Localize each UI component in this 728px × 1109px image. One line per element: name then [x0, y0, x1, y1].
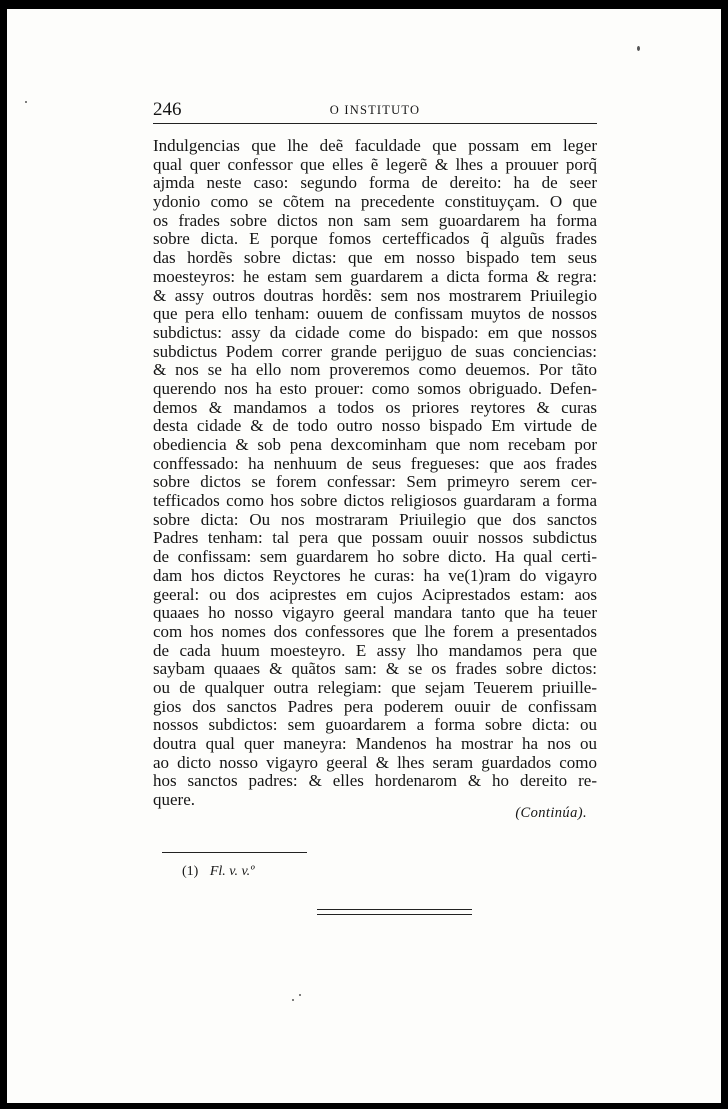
- text-line: Padres tenham: tal pera que possam ouuir nossos subdictus: [153, 528, 597, 548]
- text-line: que pera ello tenham: ouuem de confissam muytos de nossos: [153, 304, 597, 324]
- footnote-marker: (1): [182, 864, 199, 879]
- print-speck: [25, 101, 27, 103]
- text-line: gios dos sanctos Padres pera poderem ouuir de confissam: [153, 696, 597, 716]
- text-line: ao dicto nosso vigayro geeral & lhes seram guardados como: [153, 752, 597, 772]
- text-line: hos sanctos padres: & elles hordenarom & ho dereito re-: [153, 771, 597, 791]
- continued-note: (Continúa).: [515, 805, 587, 821]
- text-line: ydonio como se cõtem na precedente constituyçam. O que: [153, 192, 597, 212]
- footnote-citation: Fl. v. v.º: [209, 864, 255, 879]
- text-line: demos & mandamos a todos os priores reytores & curas: [153, 397, 597, 417]
- text-line: obediencia & sob pena dexcominham que nom recebam por: [153, 435, 597, 454]
- text-line: nossos subdictos: sem guoardarem a forma sobre dicta: ou: [153, 715, 597, 735]
- text-line: tefficados como hos sobre dictos religiosos guardaram a forma: [153, 491, 597, 511]
- text-line: subdictus Podem correr grande perijguo de suas conciencias:: [153, 341, 597, 361]
- page-sheet: [7, 9, 721, 1103]
- text-line: saybam quaaes & quãtos sam: & se os frades sobre dictos:: [153, 659, 597, 679]
- text-line: moesteyros: he estam sem guardarem a dicta forma & regra:: [153, 266, 597, 286]
- text-line: quere.: [153, 790, 196, 810]
- text-line: ajmda neste caso: segundo forma de dereito: ha de seer: [153, 173, 597, 193]
- text-line: conffessado: ha nenhuum de seus fregueses: que aos frades: [153, 453, 597, 473]
- footnote-rule: [162, 852, 307, 853]
- text-line: os frades sobre dictos non sam sem guoardarem ha forma: [153, 210, 597, 230]
- text-line: querendo nos ha esto prouer: como somos obriguado. Defen-: [153, 378, 597, 398]
- text-line: dam hos dictos Reyctores he curas: ha ve(1)ram do vigayro: [153, 565, 597, 585]
- text-line: ou de qualquer outra relegiam: que sejam Teuerem priuille-: [153, 677, 597, 697]
- print-speck: [299, 994, 301, 996]
- body-text: [153, 137, 597, 810]
- text-line: sobre dicta. E porque fomos certefficados q̃ alguũs frades: [153, 229, 597, 249]
- text-line: & assy outros doutras hordẽs: sem nos mostrarem Priuilegio: [153, 285, 597, 305]
- text-line: Indulgencias que lhe deẽ faculdade que possam em leger: [153, 136, 597, 155]
- text-line: de confissam: sem guardarem ho sobre dicto. Ha qual certi-: [153, 547, 597, 567]
- print-speck: [292, 999, 294, 1001]
- text-line: & nos se ha ello nom proveremos como deuemos. Por tãto: [153, 360, 597, 380]
- page-header: [153, 97, 597, 124]
- text-line: com hos nomes dos confessores que lhe forem a presentados: [153, 621, 597, 641]
- text-line: subdictus: assy da cidade come do bispado: em que nossos: [153, 322, 597, 342]
- text-line: geeral: ou dos aciprestes em cujos Aciprestados estam: aos: [153, 584, 597, 604]
- text-line: quaaes ho nosso vigayro geeral mandara tanto que ha teuer: [153, 603, 597, 623]
- running-title: O INSTITUTO: [329, 103, 421, 117]
- print-speck: [637, 46, 640, 51]
- text-line: doutra qual quer maneyra: Mandenos ha mostrar ha nos ou: [153, 734, 597, 753]
- text-line: qual quer confessor que elles ẽ legerẽ & lhes a prouuer porq̃: [153, 154, 597, 174]
- page-number: 246: [153, 99, 182, 120]
- end-double-rule: [317, 909, 472, 915]
- text-line: das hordẽs sobre dictas: que em nosso bispado tem seus: [153, 248, 597, 268]
- text-line: de cada huum moesteyro. E assy lho mandamos pera que: [153, 640, 597, 660]
- text-line: sobre dictos se forem confessar: Sem primeyro serem cer-: [153, 472, 597, 492]
- footnote: [182, 864, 254, 880]
- text-line: desta cidade & de todo outro nosso bispado Em virtude de: [153, 416, 597, 436]
- text-line: sobre dicta: Ou nos mostraram Priuilegio que dos sanctos: [153, 509, 597, 529]
